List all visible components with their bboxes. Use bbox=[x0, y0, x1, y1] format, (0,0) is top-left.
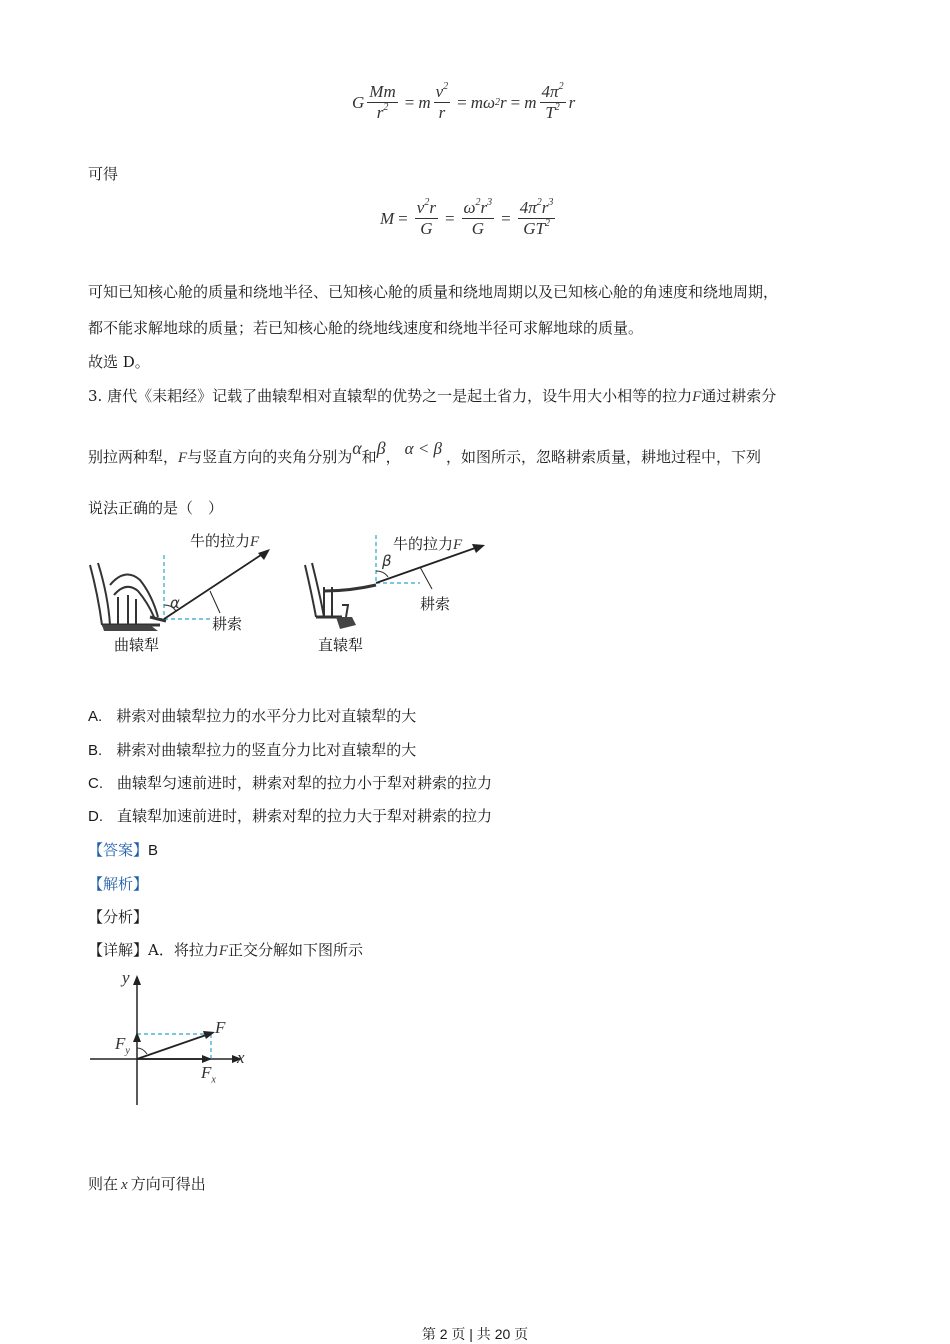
force-arrowhead bbox=[203, 1031, 215, 1039]
straight-plow-drawing bbox=[305, 563, 376, 617]
curved-plow-label: 曲辕犁 bbox=[114, 636, 160, 654]
paragraph-line-2: 都不能求解地球的质量；若已知核心舱的绕地线速度和绕地半径可求解地球的质量。 bbox=[88, 319, 644, 337]
text-kede: 可得 bbox=[88, 165, 119, 183]
y-axis-label: y bbox=[122, 968, 130, 987]
question-3-line-2: 别拉两种犁，F与竖直方向的夹角分别为α和β， α < β ，如图所示，忽略耕索质量，耕地过程中，下列 bbox=[88, 438, 762, 466]
fx-label: $F_x$ bbox=[201, 1063, 216, 1086]
curved-plow-base bbox=[102, 625, 158, 631]
option-b: B. 耕索对曲辕犁拉力的竖直分力比对直辕犁的大 bbox=[88, 741, 417, 759]
option-c: C. 曲辕犁匀速前进时，耕索对犁的拉力小于犁对耕索的拉力 bbox=[88, 774, 493, 792]
equation-mass: M = $\frac{v^2r}{G}$ = $\frac{\omega^2r^3}{G}$ = $\frac{4\pi^2r^3}{GT^2}$ bbox=[380, 197, 554, 238]
beta-label: β bbox=[382, 552, 392, 570]
rope-label-curved: 耕索 bbox=[212, 615, 243, 633]
alpha-label: α bbox=[170, 594, 180, 612]
x-axis-label: x bbox=[237, 1048, 245, 1067]
paragraph-line-1: 可知已知核心舱的质量和绕地半径、已知核心舱的质量和绕地周期以及已知核心舱的角速度和绕地周期， bbox=[88, 283, 779, 301]
force-vector bbox=[137, 1034, 209, 1059]
option-d: D. 直辕犁加速前进时，耕索对犁的拉力大于犁对耕索的拉力 bbox=[88, 807, 493, 825]
curved-rope-leader bbox=[210, 591, 220, 613]
question-3-line-1: 3. 唐代《耒耜经》记载了曲辕犁相对直辕犁的优势之一是起土省力，设牛用大小相等的拉力F通过耕索分 bbox=[88, 387, 777, 405]
straight-rope-leader bbox=[420, 567, 432, 589]
detail-line: 【详解】A．将拉力F正交分解如下图所示 bbox=[88, 941, 364, 959]
force-decomposition-figure bbox=[85, 970, 265, 1110]
rope-label-straight: 耕索 bbox=[420, 595, 451, 613]
y-axis-arrowhead bbox=[133, 975, 141, 985]
straight-plow-label: 直辕犁 bbox=[318, 636, 364, 654]
force-label-curved: 牛的拉力F bbox=[190, 532, 260, 550]
equation-gravitation: G $\frac{Mm}{r^2}$ = m $\frac{v^2}{r}$ = mω 2 r = m $\frac{4\pi^2}{T^2}$ r bbox=[352, 81, 576, 122]
beta-arc bbox=[376, 571, 388, 577]
conclusion-text: 故选 D。 bbox=[88, 353, 150, 371]
question-3-line-3: 说法正确的是（ ） bbox=[88, 499, 224, 517]
straight-plow-base bbox=[336, 617, 356, 629]
curved-arrowhead bbox=[258, 549, 270, 560]
fy-label: $F_y$ bbox=[115, 1034, 130, 1057]
page-footer: 第 2 页 | 共 20 页 bbox=[421, 1326, 529, 1342]
force-f-label: F bbox=[215, 1018, 226, 1037]
angle-arc bbox=[137, 1048, 147, 1054]
last-line: 则在 x 方向可得出 bbox=[88, 1175, 206, 1193]
analysis-tag: 【解析】 bbox=[88, 875, 149, 893]
curved-plow-drawing bbox=[90, 563, 166, 625]
option-a: A. 耕索对曲辕犁拉力的水平分力比对直辕犁的大 bbox=[88, 707, 417, 725]
force-label-straight: 牛的拉力F bbox=[393, 535, 463, 553]
answer-line: 【答案】B bbox=[88, 841, 159, 859]
fenxi-tag: 【分析】 bbox=[88, 908, 149, 926]
